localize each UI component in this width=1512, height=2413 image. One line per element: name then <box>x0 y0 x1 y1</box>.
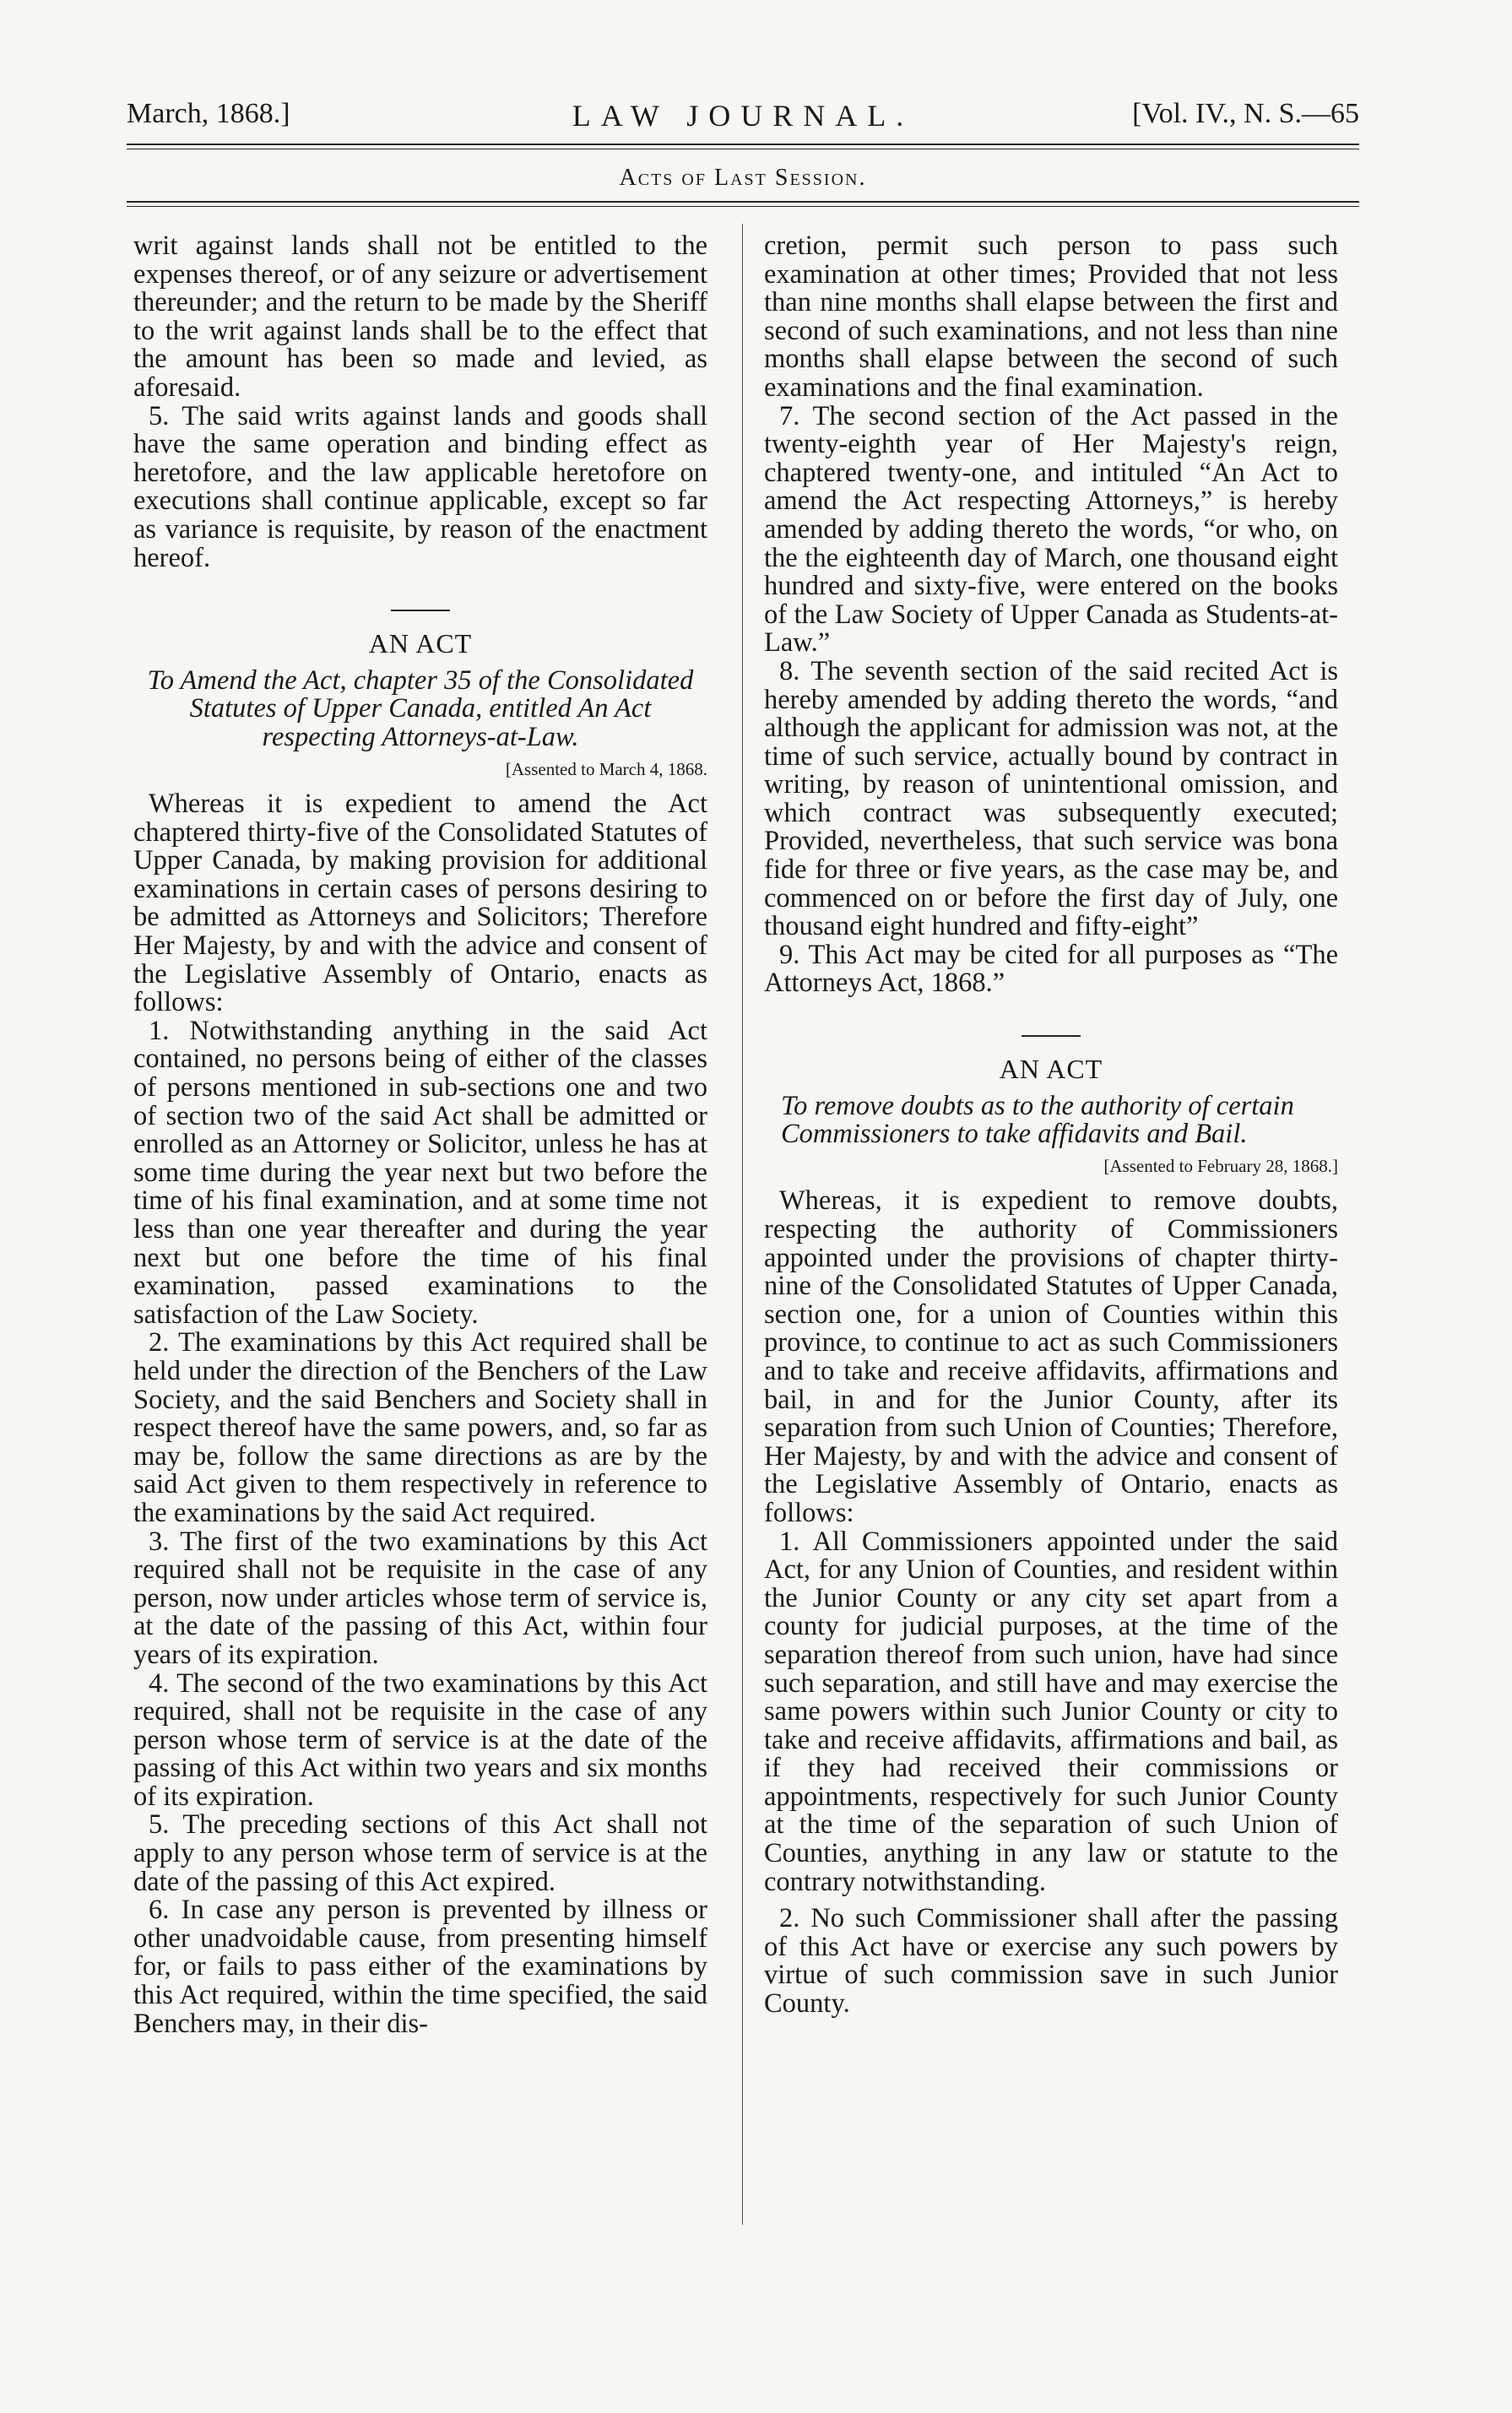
assent-date: [Assented to February 28, 1868.] <box>1103 1155 1338 1176</box>
journal-title: LAW JOURNAL. <box>572 99 914 133</box>
paragraph: 5. The said writs against lands and goods shall have the same operation and binding effect as heretofore, and the law applicable heretofore on executions shall continue applicable, except so far as variance is requisite, by reason of the enactment hereof. <box>133 400 707 573</box>
column-divider <box>742 224 743 2225</box>
paragraph: 1. All Commissioners appointed under the said Act, for any Union of Counties, and resident within the Junior County or any city set apart from a county for judicial purposes, at the time of the separation thereof from such union, have had since such separation, and still have and may exercise the same powers within such Junior County or city to take and receive affidavits, affirmations and bail, as if they had received their commissions or appointments, respectively for such Junior County at the time of the separation of such Union of Counties, anything in any law or statute to the contrary notwithstanding. <box>764 1526 1338 1897</box>
paragraph: 3. The first of the two examinations by this Act required shall not be requisite in the case of any person, now under articles whose term of service is, at the date of the passing of this Act, within four years of its expiration. <box>133 1526 707 1670</box>
paragraph: 5. The preceding sections of this Act shall not apply to any person whose term of service is at the date of the passing of this Act expired. <box>133 1809 707 1897</box>
paragraph: 6. In case any person is prevented by illness or other unadvoidable cause, from presenting himself for, or fails to pass either of the examinations by this Act required, within the time specified, the said Benchers may, in their dis- <box>133 1895 707 2039</box>
paragraph: 9. This Act may be cited for all purposes as “The Attorneys Act, 1868.” <box>764 939 1338 999</box>
running-header <box>127 91 1359 142</box>
act-heading: AN ACT <box>368 628 473 659</box>
left-column <box>133 232 707 2038</box>
act-separator <box>1022 1035 1081 1037</box>
paragraph: cretion, permit such person to pass such examination at other times; Provided that not less than nine months shall elapse between the first and second of such examinations, and not less than nine months shall elapse between the second of such examinations and the final examination. <box>764 230 1338 403</box>
header-volume: [Vol. IV., N. S.—65 <box>1132 98 1359 129</box>
paragraph: writ against lands shall not be entitled to the expenses thereof, or of any seizure or advertisement thereunder; and the return to be made by the Sheriff to the writ against lands shall be to the effect that the amount has been so made and levied, as aforesaid. <box>133 230 707 403</box>
right-column <box>764 232 1338 2019</box>
paragraph: Whereas it is expedient to amend the Act chaptered thirty-five of the Consolidated Statutes of Upper Canada, by making provision for additional examinations in certain cases of persons desiring to be admitted as Attorneys and Solicitors; Therefore Her Majesty, by and with the advice and consent of the Legislative Assembly of Ontario, enacts as follows: <box>133 789 707 1018</box>
paragraph: 7. The second section of the Act passed in the twenty-eighth year of Her Majesty's reign, chaptered twenty-one, and intituled “An Act to amend the Act respecting Attorneys,” is hereby amended by adding thereto the words, “or who, on the the eighteenth day of March, one thousand eight hundred and sixty-five, were entered on the books of the Law Society of Upper Canada as Students-at-Law.” <box>764 400 1338 659</box>
paragraph: 2. No such Commissioner shall after the passing of this Act have or exercise any such powers by virtue of such commission save in such Junior County. <box>764 1903 1338 2020</box>
header-date: March, 1868.] <box>127 98 290 129</box>
section-rule <box>127 201 1359 207</box>
act-separator <box>391 610 450 611</box>
paragraph: 2. The examinations by this Act required shall be held under the direction of the Benchers of the Law Society, and the said Benchers and Society shall in respect thereof have the same powers, and, so far as may be, follow the same directions as are by the said Act given to them respectively in reference to the examinations by the said Act required. <box>133 1327 707 1528</box>
act-description: To remove doubts as to the authority of certain Commissioners to take affidavits and Bail. <box>781 1090 1294 1150</box>
header-rule <box>127 144 1359 149</box>
paragraph: 8. The seventh section of the said recited Act is hereby amended by adding thereto the words, “and although the applicant for admission was not, at the time of such service, actually bound by contract in writing, by reason of unintentional omission, and which contract was subsequently executed; Provided, nevertheless, that such service was bona fide for three or five years, as the case may be, and commenced on or before the first day of July, one thousand eight hundred and fifty-eight” <box>764 655 1338 942</box>
paragraph: Whereas, it is expedient to remove doubts, respecting the authority of Commissioners appointed under the provisions of chapter thirty-nine of the Consolidated Statutes of Upper Canada, section one, for a union of Counties within this province, to continue to act as such Commissioners and to take and receive affidavits, affirmations and bail, in and for the Junior County, after its separation from such Union of Counties; Therefore, Her Majesty, by and with the advice and consent of the Legislative Assembly of Ontario, enacts as follows: <box>764 1185 1338 1528</box>
paragraph: 1. Notwithstanding anything in the said Act contained, no persons being of either of the classes of persons mentioned in sub-sections one and two of section two of the said Act shall be admitted or enrolled as an Attorney or Solicitor, unless he has at some time during the year next but two before the time of his final examination, and at some time not less than one year thereafter and during the year next but one before the time of his final examination, passed examinations to the satisfaction of the Law Society. <box>133 1015 707 1330</box>
section-title: Acts of Last Session. <box>619 165 867 191</box>
act-description: To Amend the Act, chapter 35 of the Consolidated Statutes of Upper Canada, entitled An Act respecting Attorneys-at-Law. <box>147 664 694 752</box>
paragraph: 4. The second of the two examinations by this Act required, shall not be requisite in the case of any person whose term of service is at the date of the passing of this Act within two years and six months of its expiration. <box>133 1667 707 1812</box>
act-heading: AN ACT <box>999 1054 1103 1085</box>
assent-date: [Assented to March 4, 1868. <box>505 758 707 779</box>
